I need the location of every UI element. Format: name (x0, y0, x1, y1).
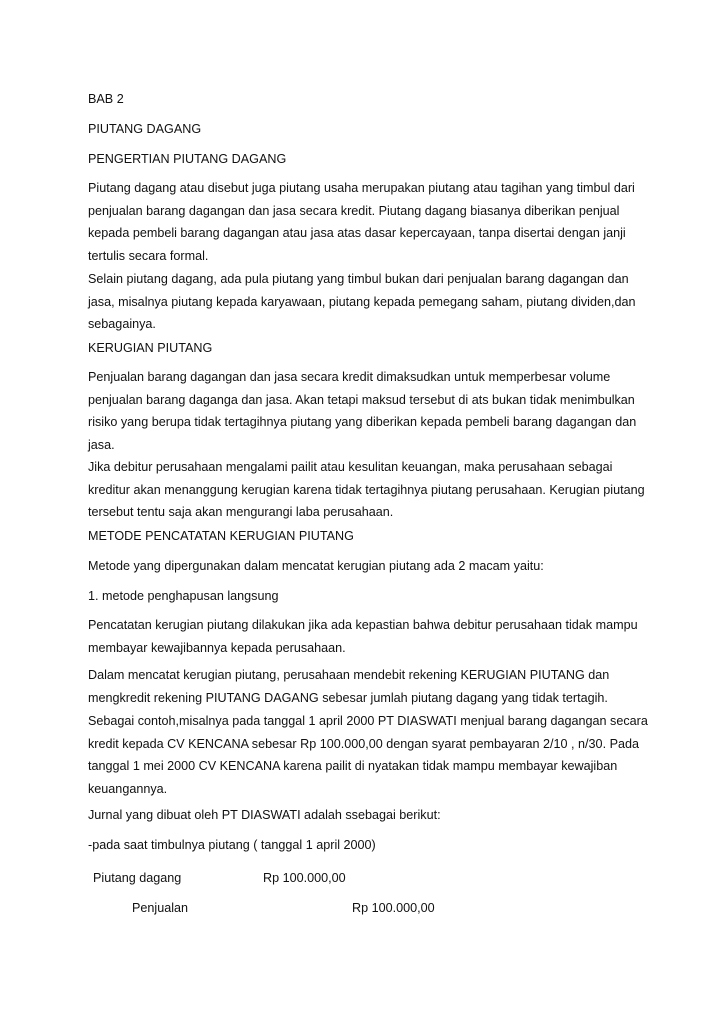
paragraph-methods-intro: Metode yang dipergunakan dalam mencatat kerugian piutang ada 2 macam yaitu: (88, 559, 544, 573)
section-heading-pengertian: PENGERTIAN PIUTANG DAGANG (88, 152, 287, 166)
chapter-label: BAB 2 (88, 92, 124, 106)
list-item-direct-write-off: 1. metode penghapusan langsung (88, 589, 279, 603)
section-heading-kerugian: KERUGIAN PIUTANG (88, 341, 213, 355)
journal-debit: Rp 100.000,00 (263, 871, 346, 885)
journal-row (0, 897, 728, 919)
document-title: PIUTANG DAGANG (88, 122, 202, 136)
paragraph-credit-sales-risk: Penjualan barang dagangan dan jasa secara kredit dimaksudkan untuk memperbesar volume penjualan barang daganga dan jasa. Akan tetapi maksud tersebut di ats bukan tidak menimbulkan risiko yang berupa tidak tertagihnya piutang yang diberikan kepada pembeli barang dagangan dan jasa. (88, 370, 637, 452)
paragraph-debtor-bankrupt: Jika debitur perusahaan mengalami pailit atau kesulitan keuangan, maka perusahaan sebagai kreditur akan menanggung kerugian karena tidak tertagihnya piutang perusahaan. Kerugian piutang tersebut tentu saja akan mengurangi laba perusahaan. (88, 460, 645, 520)
journal-row (0, 867, 728, 889)
journal-account: Penjualan (132, 901, 189, 915)
journal-account: Piutang dagang (93, 871, 182, 885)
paragraph-journal-date: -pada saat timbulnya piutang ( tanggal 1 april 2000) (88, 838, 376, 852)
paragraph-example: Sebagai contoh,misalnya pada tanggal 1 april 2000 PT DIASWATI menjual barang dagangan secara kredit kepada CV KENCANA sebesar Rp 100.000,00 dengan syarat pembayaran 2/10 , n/30. Pada tanggal 1 mei 2000 CV KENCANA karena pailit di nyatakan tidak mampu membayar kewajiban keuangannya. (88, 714, 648, 796)
paragraph-definition: Piutang dagang atau disebut juga piutang usaha merupakan piutang atau tagihan yang timbul dari penjualan barang dagangan dan jasa secara kredit. Piutang dagang biasanya diberikan penjual kepada pembeli barang dagangan atau jasa atas dasar kepercayaan, tanpa disertai dengan janji tertulis secara formal. (88, 181, 635, 263)
paragraph-recording-condition: Pencatatan kerugian piutang dilakukan jika ada kepastian bahwa debitur perusahaan tidak mampu membayar kewajibannya kepada perusahaan. (88, 618, 638, 655)
section-heading-metode: METODE PENCATATAN KERUGIAN PIUTANG (88, 529, 354, 543)
paragraph-debit-credit: Dalam mencatat kerugian piutang, perusahaan mendebit rekening KERUGIAN PIUTANG dan mengkredit rekening PIUTANG DAGANG sebesar jumlah piutang dagang yang tidak tertagih. (88, 668, 610, 705)
paragraph-other-receivables: Selain piutang dagang, ada pula piutang yang timbul bukan dari penjualan barang dagangan dan jasa, misalnya piutang kepada karyawaan, piutang kepada pemegang saham, piutang dividen,dan sebagainya. (88, 272, 636, 332)
journal-credit: Rp 100.000,00 (352, 901, 435, 915)
paragraph-journal-intro: Jurnal yang dibuat oleh PT DIASWATI adalah ssebagai berikut: (88, 808, 441, 822)
